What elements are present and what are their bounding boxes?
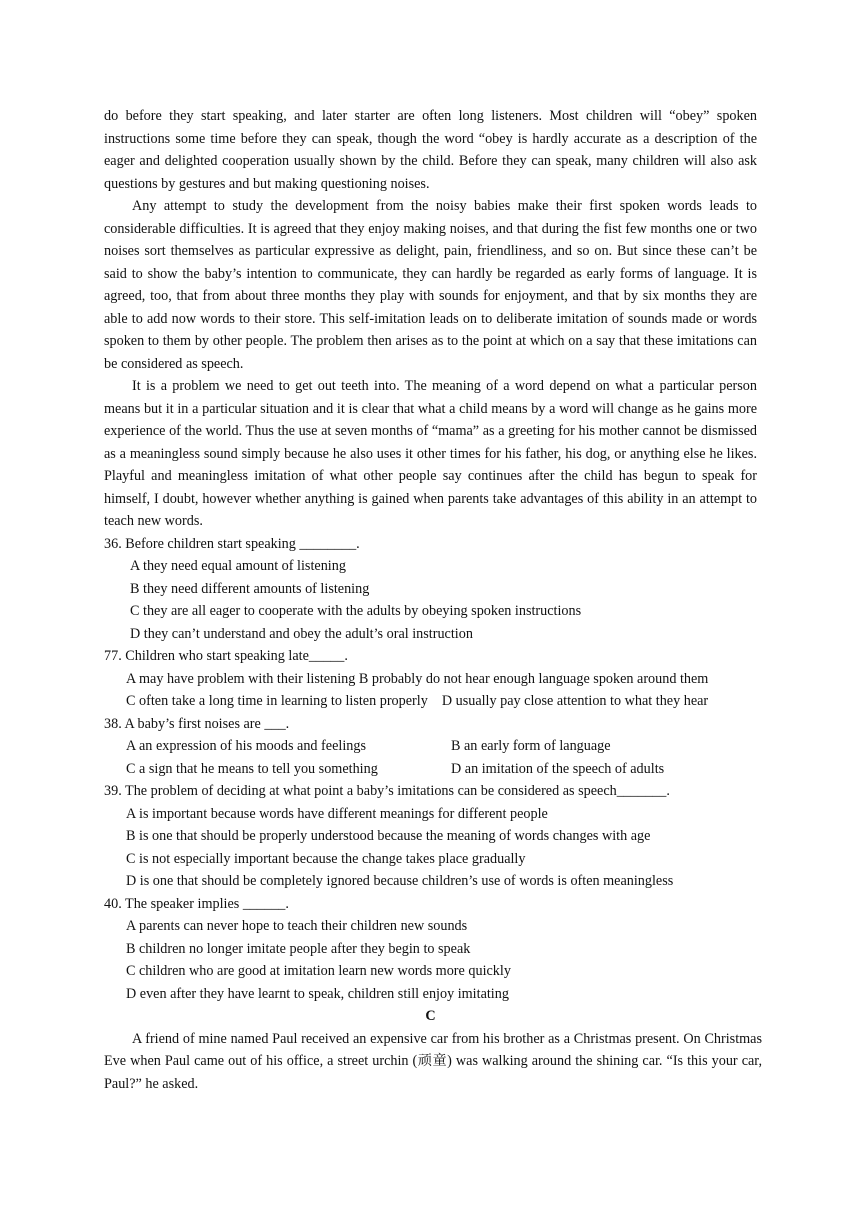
option-b: B children no longer imitate people after they begin to speak — [126, 940, 471, 957]
option-d: D they can’t understand and obey the adult’s oral instruction — [130, 625, 473, 642]
option-d: D even after they have learnt to speak, children still enjoy imitating — [126, 985, 509, 1002]
option-c: C a sign that he means to tell you something — [126, 760, 378, 777]
question-38 — [104, 713, 757, 781]
option-row — [104, 758, 757, 781]
option-a: A is important because words have different meanings for different people — [126, 805, 548, 822]
question-stem: 38. A baby’s first noises are ___. — [104, 715, 290, 732]
passage-paragraph-1: do before they start speaking, and later starter are often long listeners. Most children will “obey” spoken instructions some time before they can speak, though the word “obey is hardly accurate as a description of the eager and delighted cooperation usually shown by the child. Before they can speak, many children will also ask questions by gestures and but making questioning noises. — [104, 108, 757, 192]
section-c-paragraph-1: A friend of mine named Paul received an expensive car from his brother as a Christmas present. On Christmas Eve when Paul came out of his office, a street urchin (顽童) was walking around the shining car. “Is this your car, Paul?” he asked. — [104, 1030, 762, 1092]
passage-paragraph-2: Any attempt to study the development from the noisy babies make their first spoken words leads to considerable difficulties. It is agreed that they enjoy making noises, and that during the fist few months one or two noises sort themselves as particular expressive as delight, pain, friendliness, and so on. But since these can’t be said to show the baby’s intention to communicate, they can hardly be regarded as early forms of language. It is agreed, too, that from about three months they play with sounds for enjoyment, and that by six months they are able to add now words to their store. This self-imitation leads on to deliberate imitation of sounds made or words spoken to them by other people. The problem then arises as to the point at which on a say that these imitations can be considered as speech. — [104, 198, 757, 372]
option-b: B an early form of language — [451, 738, 611, 754]
question-stem: 39. The problem of deciding at what point a baby’s imitations can be considered as speech_______. — [104, 783, 670, 799]
question-stem: 77. Children who start speaking late_____. — [104, 648, 348, 664]
option-c: C they are all eager to cooperate with the adults by obeying spoken instructions — [130, 603, 582, 619]
option-a: A parents can never hope to teach their children new sounds — [126, 918, 468, 934]
question-stem: 40. The speaker implies ______. — [104, 895, 289, 912]
option-c: C children who are good at imitation learn new words more quickly — [126, 963, 511, 979]
option-a-b: A may have problem with their listening B probably do not hear enough language spoken around them — [126, 670, 709, 687]
option-d: D is one that should be completely ignored because children’s use of words is often meaningless — [126, 873, 674, 889]
option-c: C often take a long time in learning to listen properly — [126, 693, 428, 709]
question-stem: 36. Before children start speaking ________. — [104, 535, 360, 552]
option-a: A an expression of his moods and feelings — [126, 738, 366, 754]
question-40 — [104, 893, 757, 1006]
document-content — [104, 105, 762, 1095]
question-37 — [104, 645, 757, 713]
option-a: A they need equal amount of listening — [130, 558, 346, 574]
question-36 — [104, 533, 757, 646]
option-b: B they need different amounts of listening — [130, 580, 370, 597]
option-c: C is not especially important because the change takes place gradually — [126, 850, 526, 867]
option-row — [104, 735, 757, 758]
passage-paragraph-3: It is a problem we need to get out teeth into. The meaning of a word depend on what a particular person means but it in a particular situation and it is clear that what a child means by a word will change as he gains more experience of the world. Thus the use at seven months of “mama” as a greeting for his mother cannot be dismissed as a meaningless sound simply because he also uses it other times for his father, his dog, or anything else he likes. Playful and meaningless imitation of what other people say continues after the child has begun to speak for himself, I doubt, however whether anything is gained when parents take advantages of this ability in an attempt to teach new words. — [104, 378, 757, 529]
option-d: D usually pay close attention to what they hear — [441, 693, 709, 709]
section-c-heading: C — [425, 1008, 436, 1024]
option-b: B is one that should be properly understood because the meaning of words changes with age — [126, 828, 651, 844]
option-row — [104, 690, 757, 713]
question-39 — [104, 780, 757, 893]
option-d: D an imitation of the speech of adults — [451, 760, 665, 777]
